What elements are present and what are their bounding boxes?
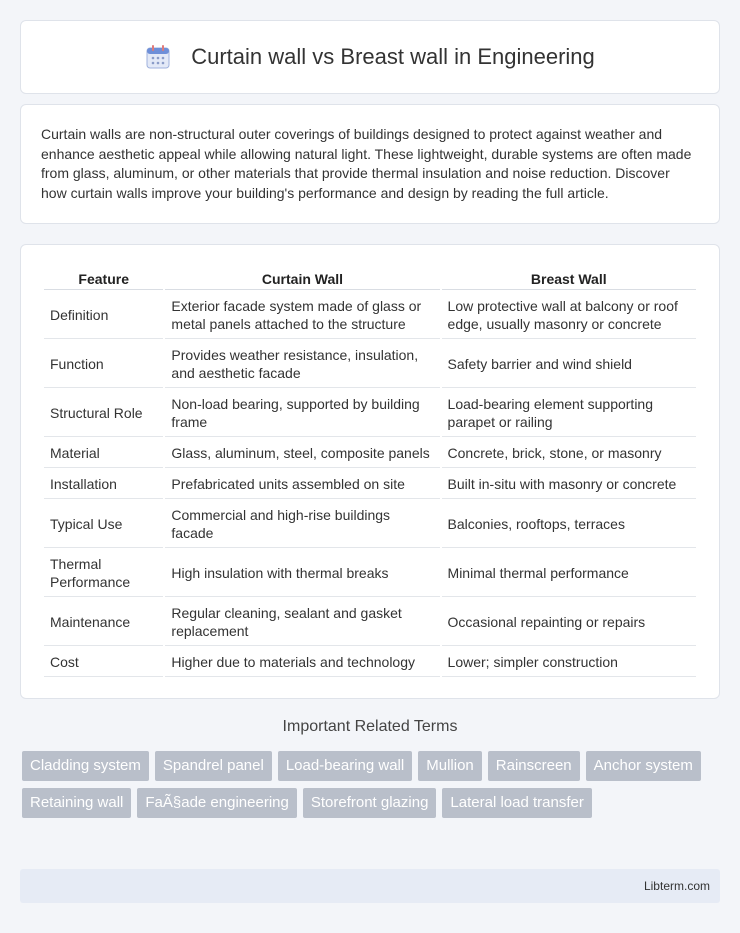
tag-spandrel-panel[interactable]: Spandrel panel — [155, 751, 272, 781]
footer — [20, 869, 720, 903]
table-row — [44, 390, 696, 437]
tag-anchor-system[interactable]: Anchor system — [586, 751, 701, 781]
row-curtain-wall: Higher due to materials and technology — [165, 648, 439, 677]
row-feature: Cost — [44, 648, 163, 677]
tag-mullion[interactable]: Mullion — [418, 751, 482, 781]
row-breast-wall: Concrete, brick, stone, or masonry — [442, 439, 696, 468]
related-terms-title: Important Related Terms — [282, 718, 458, 735]
table-row — [44, 599, 696, 646]
row-feature: Thermal Performance — [44, 550, 163, 597]
table-row — [44, 439, 696, 468]
intro-card — [20, 104, 720, 224]
table-row — [44, 292, 696, 339]
row-feature: Definition — [44, 292, 163, 339]
comparison-table — [42, 265, 698, 679]
row-breast-wall: Load-bearing element supporting parapet or railing — [442, 390, 696, 437]
tag-lateral-load-transfer[interactable]: Lateral load transfer — [442, 788, 591, 818]
row-curtain-wall: Prefabricated units assembled on site — [165, 470, 439, 499]
table-row — [44, 550, 696, 597]
comparison-card — [20, 244, 720, 699]
intro-text: Curtain walls are non-structural outer coverings of buildings designed to protect against weather and enhance aesthetic appeal while allowing natural light. These lightweight, durable systems are often made from glass, aluminum, or other materials that provide thermal insulation and noise reduction. Discover how curtain walls improve your building's performance and design by reading the full article. — [41, 126, 692, 201]
tag-retaining-wall[interactable]: Retaining wall — [22, 788, 131, 818]
header — [0, 20, 740, 94]
table-row — [44, 648, 696, 677]
table-row — [44, 470, 696, 499]
row-curtain-wall: Provides weather resistance, insulation, and aesthetic facade — [165, 341, 439, 388]
row-breast-wall: Low protective wall at balcony or roof edge, usually masonry or concrete — [442, 292, 696, 339]
row-feature: Structural Role — [44, 390, 163, 437]
header-feature: Feature — [44, 267, 163, 290]
table-header-row — [44, 267, 696, 290]
row-feature: Typical Use — [44, 501, 163, 548]
page-title: Curtain wall vs Breast wall in Engineering — [191, 44, 595, 69]
row-curtain-wall: High insulation with thermal breaks — [165, 550, 439, 597]
row-breast-wall: Minimal thermal performance — [442, 550, 696, 597]
related-terms-list — [0, 751, 740, 825]
row-feature: Installation — [44, 470, 163, 499]
row-curtain-wall: Commercial and high-rise buildings facade — [165, 501, 439, 548]
tag-cladding-system[interactable]: Cladding system — [22, 751, 149, 781]
header-card — [20, 20, 720, 94]
row-breast-wall: Safety barrier and wind shield — [442, 341, 696, 388]
row-curtain-wall: Exterior facade system made of glass or metal panels attached to the structure — [165, 292, 439, 339]
related-terms-section — [0, 718, 740, 825]
row-breast-wall: Lower; simpler construction — [442, 648, 696, 677]
row-feature: Function — [44, 341, 163, 388]
row-breast-wall: Built in-situ with masonry or concrete — [442, 470, 696, 499]
row-curtain-wall: Glass, aluminum, steel, composite panels — [165, 439, 439, 468]
row-breast-wall: Balconies, rooftops, terraces — [442, 501, 696, 548]
calendar-icon — [145, 44, 171, 70]
header-curtain-wall: Curtain Wall — [165, 267, 439, 290]
row-curtain-wall: Regular cleaning, sealant and gasket replacement — [165, 599, 439, 646]
intro-section — [0, 104, 740, 224]
table-row — [44, 341, 696, 388]
table-row — [44, 501, 696, 548]
tag-rainscreen[interactable]: Rainscreen — [488, 751, 580, 781]
row-feature: Maintenance — [44, 599, 163, 646]
tag-load-bearing-wall[interactable]: Load-bearing wall — [278, 751, 412, 781]
row-feature: Material — [44, 439, 163, 468]
tag-storefront-glazing[interactable]: Storefront glazing — [303, 788, 437, 818]
tag-facade-engineering[interactable]: FaÃ§ade engineering — [137, 788, 296, 818]
header-breast-wall: Breast Wall — [442, 267, 696, 290]
footer-site-link[interactable]: Libterm.com — [643, 879, 710, 893]
row-curtain-wall: Non-load bearing, supported by building frame — [165, 390, 439, 437]
comparison-section — [0, 244, 740, 699]
row-breast-wall: Occasional repainting or repairs — [442, 599, 696, 646]
